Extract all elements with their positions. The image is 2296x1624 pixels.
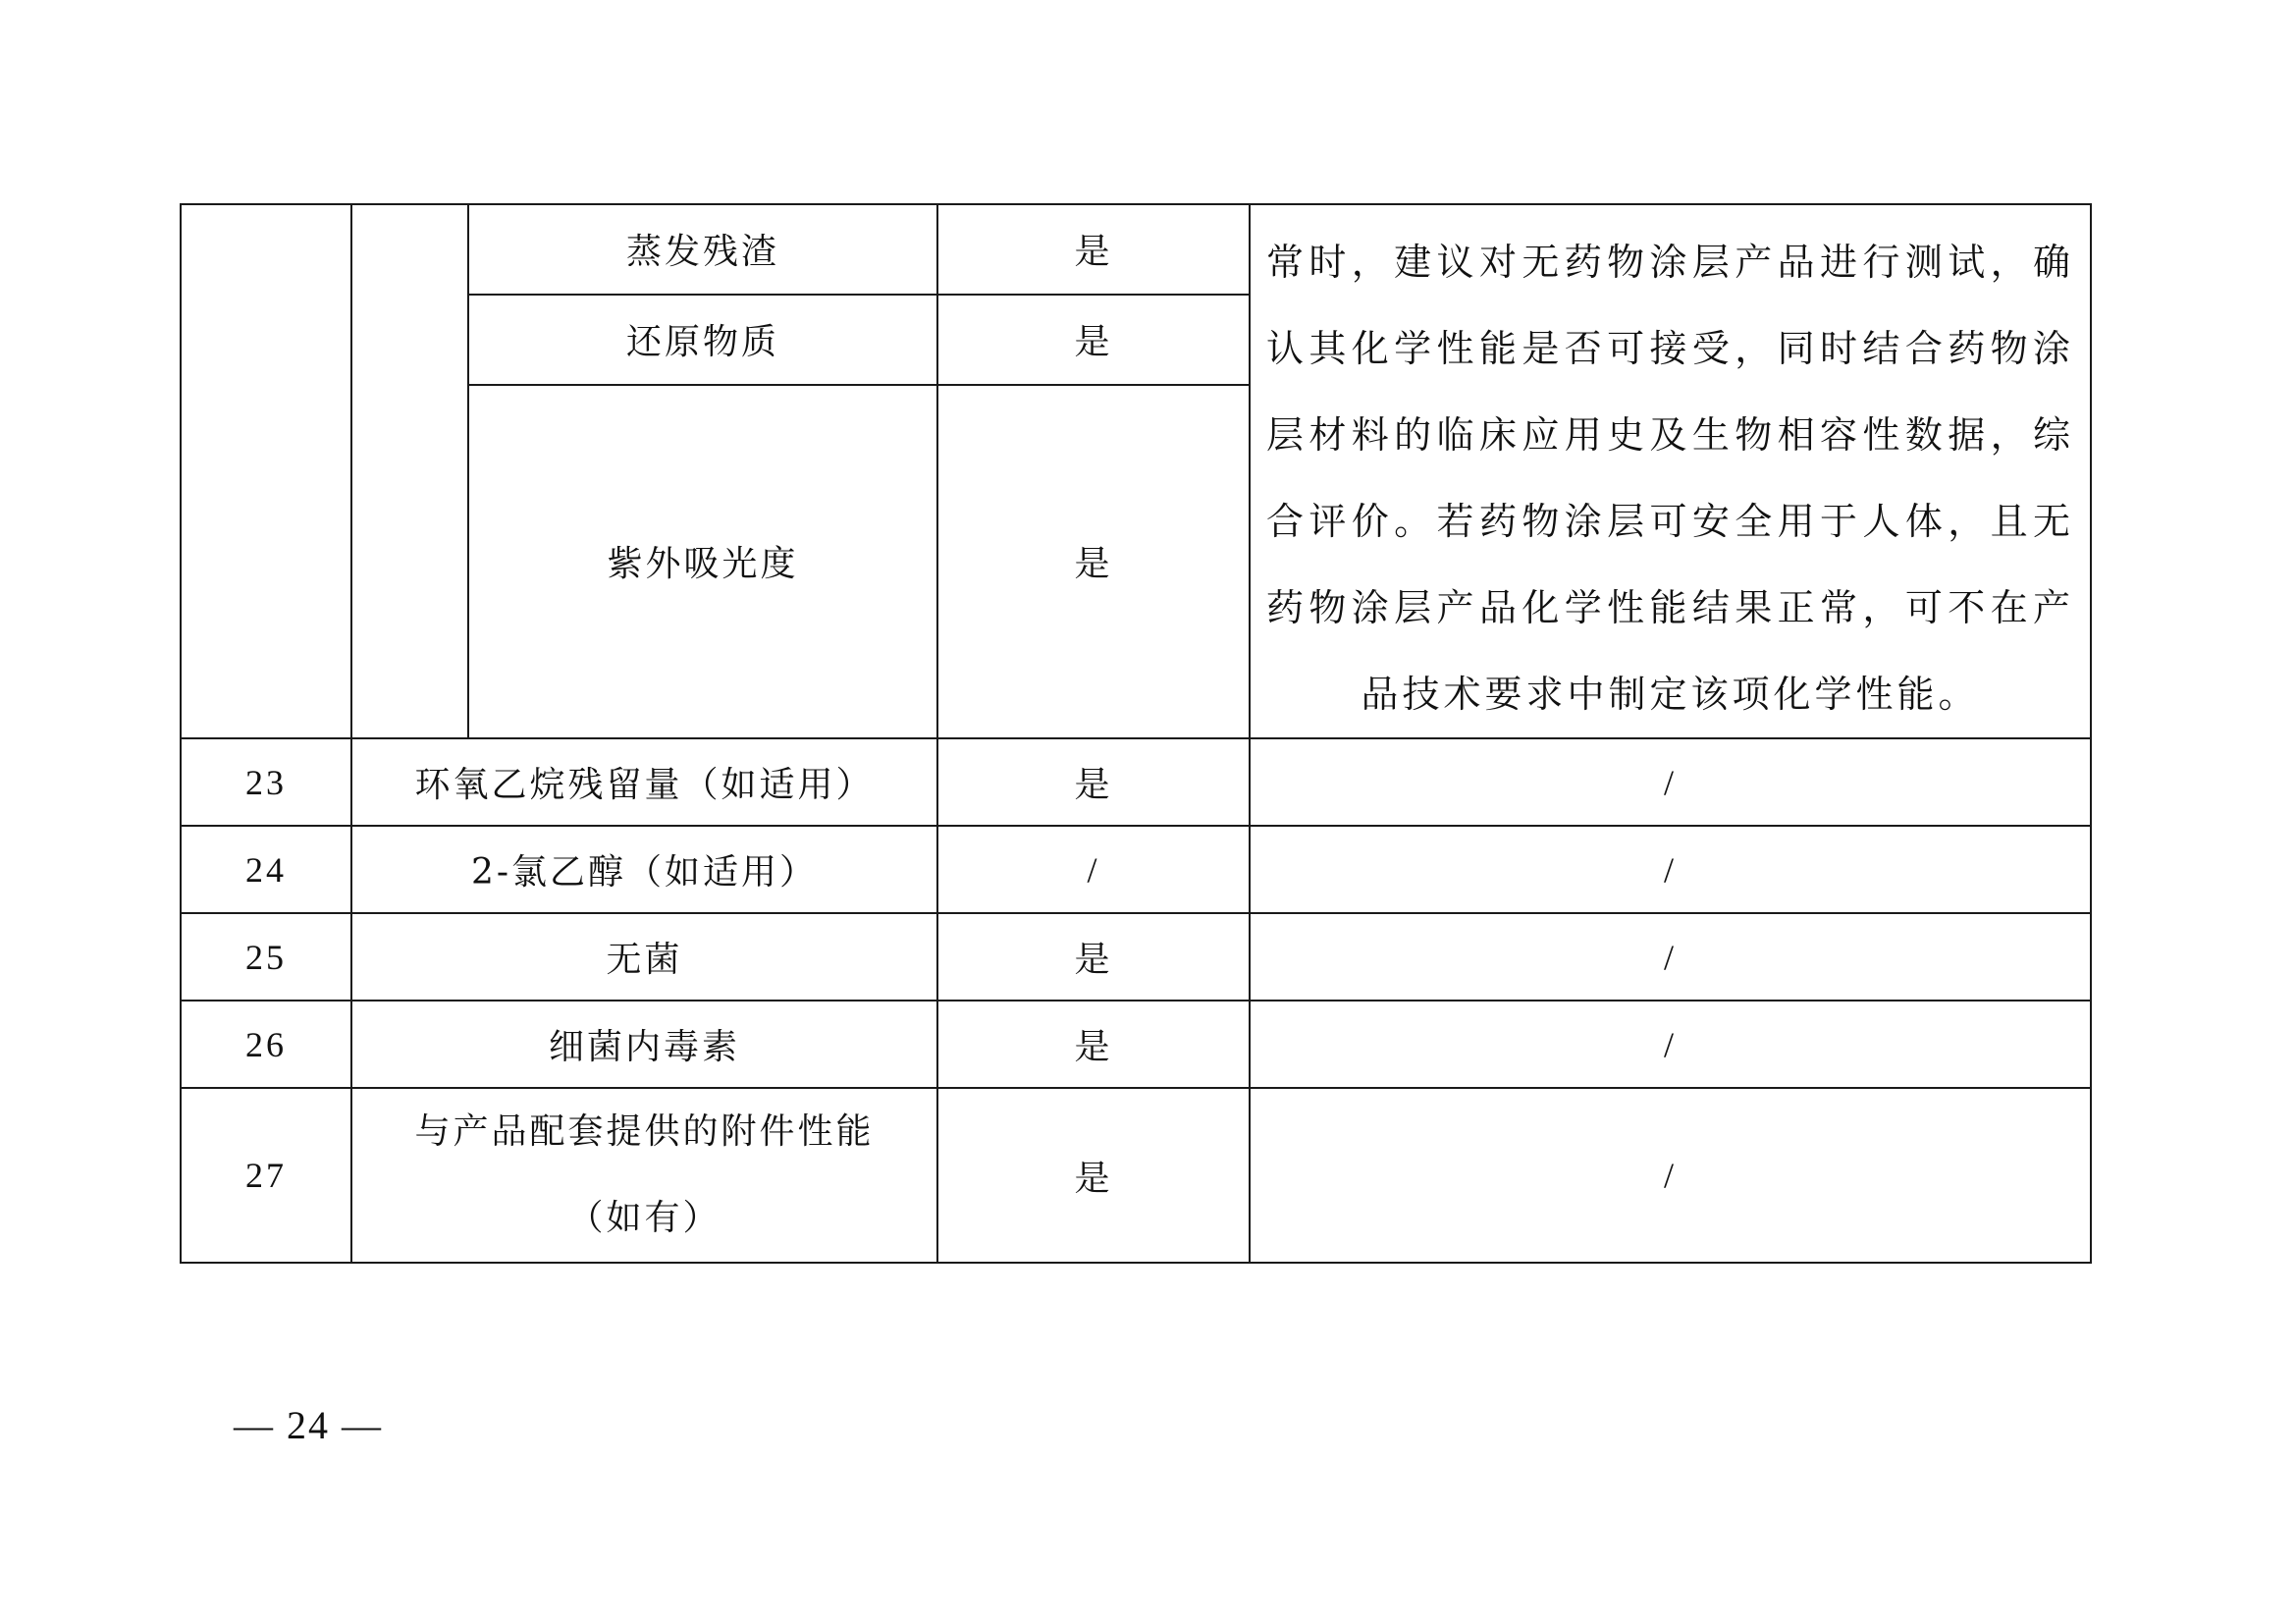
table-row (181, 826, 2091, 913)
blank-group-cell (351, 204, 468, 738)
number-cell: 25 (181, 913, 351, 1001)
note-line: 常时，建议对无药物涂层产品进行测试，确 (1266, 241, 2074, 284)
note-cell: / (1250, 913, 2091, 1001)
item-cell (351, 1088, 937, 1263)
table-row (181, 1001, 2091, 1088)
required-cell: 是 (937, 738, 1250, 826)
required-cell: 是 (937, 385, 1250, 738)
table-row (181, 204, 2091, 295)
note-line: 品技术要求中制定该项化学性能。 (1361, 673, 1980, 716)
required-cell: / (937, 826, 1250, 913)
note-line: 合评价。若药物涂层可安全用于人体，且无 (1266, 500, 2074, 543)
table-row (181, 1088, 2091, 1263)
requirements-table (180, 203, 2092, 1264)
required-cell: 是 (937, 204, 1250, 295)
number-cell: 23 (181, 738, 351, 826)
item-cell: 无菌 (351, 913, 937, 1001)
note-cell: / (1250, 1088, 2091, 1263)
number-cell: 27 (181, 1088, 351, 1263)
table-row (181, 913, 2091, 1001)
item-line: 与产品配套提供的附件性能 (414, 1111, 875, 1152)
note-cell: / (1250, 738, 2091, 826)
note-cell (1250, 204, 2091, 738)
note-line: 认其化学性能是否可接受，同时结合药物涂 (1266, 327, 2074, 370)
item-cell: 蒸发残渣 (468, 204, 937, 295)
item-cell: 2-氯乙醇（如适用） (351, 826, 937, 913)
required-cell: 是 (937, 1088, 1250, 1263)
note-line: 层材料的临床应用史及生物相容性数据，综 (1266, 413, 2074, 457)
table-row (181, 738, 2091, 826)
number-cell: 26 (181, 1001, 351, 1088)
note-cell: / (1250, 826, 2091, 913)
note-line: 药物涂层产品化学性能结果正常，可不在产 (1266, 586, 2074, 629)
item-cell: 细菌内毒素 (351, 1001, 937, 1088)
note-cell: / (1250, 1001, 2091, 1088)
number-cell: 24 (181, 826, 351, 913)
item-cell: 还原物质 (468, 295, 937, 385)
page-number: — 24 — (234, 1403, 383, 1447)
required-cell: 是 (937, 1001, 1250, 1088)
item-cell: 紫外吸光度 (468, 385, 937, 738)
item-cell: 环氧乙烷残留量（如适用） (351, 738, 937, 826)
required-cell: 是 (937, 295, 1250, 385)
blank-number-cell (181, 204, 351, 738)
item-line: （如有） (567, 1198, 721, 1238)
required-cell: 是 (937, 913, 1250, 1001)
